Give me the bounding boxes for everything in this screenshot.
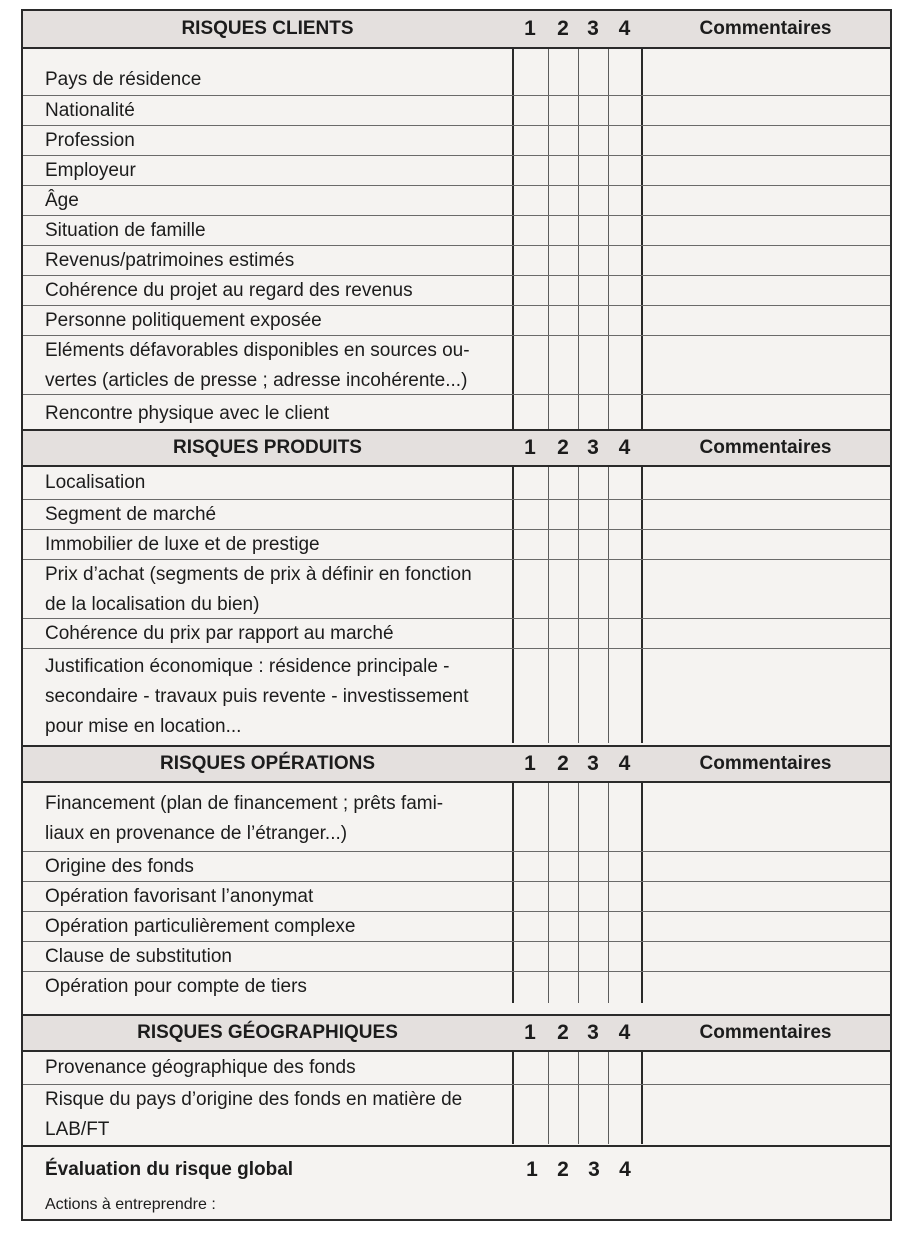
criterion-row <box>23 394 890 432</box>
rating-cell-1[interactable] <box>513 942 548 971</box>
criterion-label: Profession <box>45 130 135 151</box>
rating-cell-3[interactable] <box>579 942 608 971</box>
rating-cell-3[interactable] <box>579 1052 608 1084</box>
criterion-label: Rencontre physique avec le client <box>45 403 330 424</box>
rating-cell-1[interactable] <box>513 156 548 185</box>
criterion-label: Opération particulièrement complexe <box>45 916 356 937</box>
rating-column-header: 2 <box>557 1021 569 1044</box>
criterion-row <box>23 185 890 215</box>
rating-column-header: 1 <box>524 752 536 775</box>
rating-cell-3[interactable] <box>579 306 608 335</box>
comment-cell[interactable] <box>643 246 890 275</box>
comment-cell[interactable] <box>643 96 890 125</box>
comment-cell[interactable] <box>643 1052 890 1084</box>
comment-cell[interactable] <box>643 156 890 185</box>
criterion-label: Provenance géographique des fonds <box>45 1057 356 1078</box>
comment-cell[interactable] <box>643 216 890 245</box>
rating-column-header: 3 <box>587 436 599 459</box>
section-title: RISQUES PRODUITS <box>173 437 362 458</box>
risk-section <box>23 1014 890 1144</box>
rating-cell-1[interactable] <box>513 619 548 648</box>
section-title: RISQUES OPÉRATIONS <box>159 753 375 774</box>
rating-cell-3[interactable] <box>579 65 608 95</box>
rating-cell-1[interactable] <box>513 395 548 432</box>
rating-cell-2[interactable] <box>549 619 578 648</box>
criterion-row <box>23 215 890 245</box>
criterion-row <box>23 971 890 1001</box>
criterion-label: Immobilier de luxe et de prestige <box>45 534 320 555</box>
rating-cell-2[interactable] <box>549 216 578 245</box>
criterion-label: Risque du pays d’origine des fonds en matière de LAB/FT <box>45 1089 463 1140</box>
rating-cell-2[interactable] <box>549 395 578 432</box>
criterion-row <box>23 467 890 499</box>
criterion-label: Opération pour compte de tiers <box>45 976 307 997</box>
rating-cell-2[interactable] <box>549 786 578 851</box>
rating-column-header: 3 <box>587 1021 599 1044</box>
criterion-row <box>23 125 890 155</box>
criterion-row <box>23 245 890 275</box>
criterion-label: Origine des fonds <box>45 856 194 877</box>
comments-column-header: Commentaires <box>699 753 832 774</box>
criterion-label: Justification économique : résidence principale - secondaire - travaux puis revente - investissement pour mise en location... <box>45 655 469 737</box>
rating-cell-1[interactable] <box>513 467 548 499</box>
rating-cell-4[interactable] <box>609 786 641 851</box>
rating-cell-3[interactable] <box>579 246 608 275</box>
rating-cell-1[interactable] <box>513 336 548 394</box>
rating-cell-4[interactable] <box>609 530 641 559</box>
rating-cell-2[interactable] <box>549 126 578 155</box>
comment-cell[interactable] <box>643 395 890 432</box>
risk-assessment-form <box>21 9 892 1221</box>
rating-cell-3[interactable] <box>579 126 608 155</box>
criterion-label: Financement (plan de financement ; prêts fami- liaux en provenance de l’étranger...) <box>45 792 444 844</box>
section-header <box>23 745 890 783</box>
rating-cell-2[interactable] <box>549 500 578 529</box>
rating-cell-2[interactable] <box>549 65 578 95</box>
actions-label: Actions à entreprendre : <box>45 1196 216 1213</box>
rating-column-header: 2 <box>557 752 569 775</box>
comment-cell[interactable] <box>643 882 890 911</box>
criterion-row <box>23 65 890 95</box>
comments-column-header: Commentaires <box>699 437 832 458</box>
criterion-label: Cohérence du projet au regard des revenus <box>45 280 413 301</box>
rating-cell-4[interactable] <box>609 126 641 155</box>
section-header <box>23 1014 890 1052</box>
rating-cell-4[interactable] <box>609 649 641 743</box>
rating-cell-1[interactable] <box>513 96 548 125</box>
rating-cell-3[interactable] <box>579 276 608 305</box>
criterion-row <box>23 559 890 618</box>
comment-cell[interactable] <box>643 306 890 335</box>
rating-column-header: 4 <box>618 17 631 40</box>
comment-cell[interactable] <box>643 912 890 941</box>
rating-cell-4[interactable] <box>609 972 641 1001</box>
rating-cell-2[interactable] <box>549 1085 578 1144</box>
comment-cell[interactable] <box>643 786 890 851</box>
criterion-label: Pays de résidence <box>45 69 202 90</box>
criterion-row <box>23 1052 890 1084</box>
rating-cell-1[interactable] <box>513 216 548 245</box>
criterion-row <box>23 499 890 529</box>
criterion-row <box>23 155 890 185</box>
rating-cell-2[interactable] <box>549 156 578 185</box>
criterion-row <box>23 851 890 881</box>
comment-cell[interactable] <box>643 1085 890 1144</box>
criterion-row <box>23 911 890 941</box>
comment-cell[interactable] <box>643 500 890 529</box>
rating-cell-1[interactable] <box>513 530 548 559</box>
comment-cell[interactable] <box>643 972 890 1001</box>
rating-cell-4[interactable] <box>609 942 641 971</box>
global-rating-option-4[interactable]: 4 <box>619 1158 631 1181</box>
criterion-label: Segment de marché <box>45 504 217 525</box>
section-title: RISQUES CLIENTS <box>181 18 354 39</box>
rating-cell-3[interactable] <box>579 560 608 618</box>
comment-cell[interactable] <box>643 336 890 394</box>
rating-cell-3[interactable] <box>579 852 608 881</box>
rating-cell-4[interactable] <box>609 306 641 335</box>
rating-cell-2[interactable] <box>549 467 578 499</box>
rating-cell-4[interactable] <box>609 560 641 618</box>
criterion-row <box>23 618 890 648</box>
rating-cell-1[interactable] <box>513 276 548 305</box>
rating-cell-3[interactable] <box>579 186 608 215</box>
rating-cell-3[interactable] <box>579 882 608 911</box>
rating-cell-4[interactable] <box>609 500 641 529</box>
risk-section <box>23 429 890 743</box>
rating-cell-2[interactable] <box>549 649 578 743</box>
section-title: RISQUES GÉOGRAPHIQUES <box>137 1022 398 1043</box>
rating-cell-1[interactable] <box>513 786 548 851</box>
section-header <box>23 429 890 467</box>
rating-column-header: 1 <box>524 1021 536 1044</box>
global-rating-option-3[interactable]: 3 <box>588 1158 600 1181</box>
rating-cell-4[interactable] <box>609 467 641 499</box>
risk-section <box>23 745 890 1003</box>
criterion-row <box>23 275 890 305</box>
global-rating-option-2[interactable]: 2 <box>557 1158 569 1181</box>
rating-cell-2[interactable] <box>549 276 578 305</box>
rating-cell-2[interactable] <box>549 972 578 1001</box>
rating-cell-3[interactable] <box>579 619 608 648</box>
rating-cell-3[interactable] <box>579 500 608 529</box>
rating-cell-1[interactable] <box>513 1052 548 1084</box>
comment-cell[interactable] <box>643 852 890 881</box>
rating-cell-2[interactable] <box>549 186 578 215</box>
criterion-label: Revenus/patrimoines estimés <box>45 250 295 271</box>
comments-column-header: Commentaires <box>699 1022 832 1043</box>
comment-cell[interactable] <box>643 186 890 215</box>
rating-cell-1[interactable] <box>513 186 548 215</box>
criterion-row <box>23 941 890 971</box>
rating-cell-1[interactable] <box>513 912 548 941</box>
comment-cell[interactable] <box>643 649 890 743</box>
rating-column-header: 4 <box>618 1021 631 1044</box>
criterion-row <box>23 786 890 851</box>
rating-cell-1[interactable] <box>513 1085 548 1144</box>
rating-cell-2[interactable] <box>549 96 578 125</box>
rating-cell-3[interactable] <box>579 786 608 851</box>
rating-cell-4[interactable] <box>609 395 641 432</box>
rating-column-header: 1 <box>524 17 536 40</box>
rating-cell-3[interactable] <box>579 467 608 499</box>
rating-column-header: 2 <box>557 17 569 40</box>
criterion-label: Employeur <box>45 160 136 181</box>
rating-cell-3[interactable] <box>579 156 608 185</box>
rating-cell-1[interactable] <box>513 649 548 743</box>
rating-cell-2[interactable] <box>549 336 578 394</box>
criterion-row <box>23 305 890 335</box>
rating-cell-4[interactable] <box>609 276 641 305</box>
rating-cell-2[interactable] <box>549 1052 578 1084</box>
comment-cell[interactable] <box>643 65 890 95</box>
criterion-label: Opération favorisant l’anonymat <box>45 886 314 907</box>
criterion-label: Situation de famille <box>45 220 206 241</box>
criterion-label: Nationalité <box>45 100 135 121</box>
rating-cell-3[interactable] <box>579 649 608 743</box>
rating-cell-1[interactable] <box>513 560 548 618</box>
comment-cell[interactable] <box>643 942 890 971</box>
rating-column-header: 3 <box>587 752 599 775</box>
comment-cell[interactable] <box>643 619 890 648</box>
comments-column-header: Commentaires <box>699 18 832 39</box>
rating-cell-2[interactable] <box>549 882 578 911</box>
rating-column-header: 1 <box>524 436 536 459</box>
rating-cell-4[interactable] <box>609 246 641 275</box>
rating-cell-1[interactable] <box>513 500 548 529</box>
criterion-label: Clause de substitution <box>45 946 232 967</box>
global-evaluation-title: Évaluation du risque global <box>45 1159 294 1180</box>
comment-cell[interactable] <box>643 467 890 499</box>
criterion-row <box>23 648 890 743</box>
global-rating-option-1[interactable]: 1 <box>526 1158 538 1181</box>
rating-cell-3[interactable] <box>579 395 608 432</box>
rating-cell-2[interactable] <box>549 306 578 335</box>
rating-cell-3[interactable] <box>579 972 608 1001</box>
rating-cell-4[interactable] <box>609 1052 641 1084</box>
rating-cell-4[interactable] <box>609 619 641 648</box>
rating-cell-1[interactable] <box>513 852 548 881</box>
criterion-row <box>23 529 890 559</box>
criterion-label: Cohérence du prix par rapport au marché <box>45 623 394 644</box>
criterion-row <box>23 881 890 911</box>
rating-cell-1[interactable] <box>513 246 548 275</box>
comment-cell[interactable] <box>643 276 890 305</box>
rating-cell-4[interactable] <box>609 216 641 245</box>
rating-cell-4[interactable] <box>609 882 641 911</box>
criterion-row <box>23 335 890 394</box>
rating-cell-4[interactable] <box>609 912 641 941</box>
rating-cell-4[interactable] <box>609 96 641 125</box>
rating-cell-2[interactable] <box>549 530 578 559</box>
rating-cell-1[interactable] <box>513 306 548 335</box>
section-header <box>23 11 890 49</box>
rating-cell-1[interactable] <box>513 882 548 911</box>
rating-cell-3[interactable] <box>579 216 608 245</box>
rating-column-header: 4 <box>618 436 631 459</box>
rating-cell-4[interactable] <box>609 1085 641 1144</box>
rating-cell-4[interactable] <box>609 186 641 215</box>
rating-column-header: 3 <box>587 17 599 40</box>
criterion-label: Prix d’achat (segments de prix à définir en fonction de la localisation du bien) <box>45 564 472 615</box>
rating-cell-4[interactable] <box>609 336 641 394</box>
criterion-row <box>23 95 890 125</box>
comment-cell[interactable] <box>643 126 890 155</box>
comment-cell[interactable] <box>643 530 890 559</box>
rating-cell-1[interactable] <box>513 126 548 155</box>
global-evaluation <box>23 1145 890 1219</box>
rating-cell-2[interactable] <box>549 246 578 275</box>
rating-cell-3[interactable] <box>579 336 608 394</box>
rating-cell-3[interactable] <box>579 1085 608 1144</box>
rating-cell-2[interactable] <box>549 560 578 618</box>
rating-cell-3[interactable] <box>579 96 608 125</box>
rating-cell-3[interactable] <box>579 912 608 941</box>
rating-cell-4[interactable] <box>609 156 641 185</box>
criterion-label: Personne politiquement exposée <box>45 310 322 331</box>
criterion-label: Eléments défavorables disponibles en sources ou- vertes (articles de presse ; adresse incohérente...) <box>45 340 470 391</box>
rating-column-header: 2 <box>557 436 569 459</box>
criterion-row <box>23 1084 890 1144</box>
rating-cell-4[interactable] <box>609 852 641 881</box>
rating-column-header: 4 <box>618 752 631 775</box>
criterion-label: Âge <box>45 190 79 211</box>
criterion-label: Localisation <box>45 472 146 493</box>
rating-cell-2[interactable] <box>549 912 578 941</box>
rating-cell-2[interactable] <box>549 942 578 971</box>
comment-cell[interactable] <box>643 560 890 618</box>
rating-cell-1[interactable] <box>513 65 548 95</box>
risk-section <box>23 11 890 432</box>
rating-cell-3[interactable] <box>579 530 608 559</box>
rating-cell-4[interactable] <box>609 65 641 95</box>
rating-cell-2[interactable] <box>549 852 578 881</box>
rating-cell-1[interactable] <box>513 972 548 1001</box>
